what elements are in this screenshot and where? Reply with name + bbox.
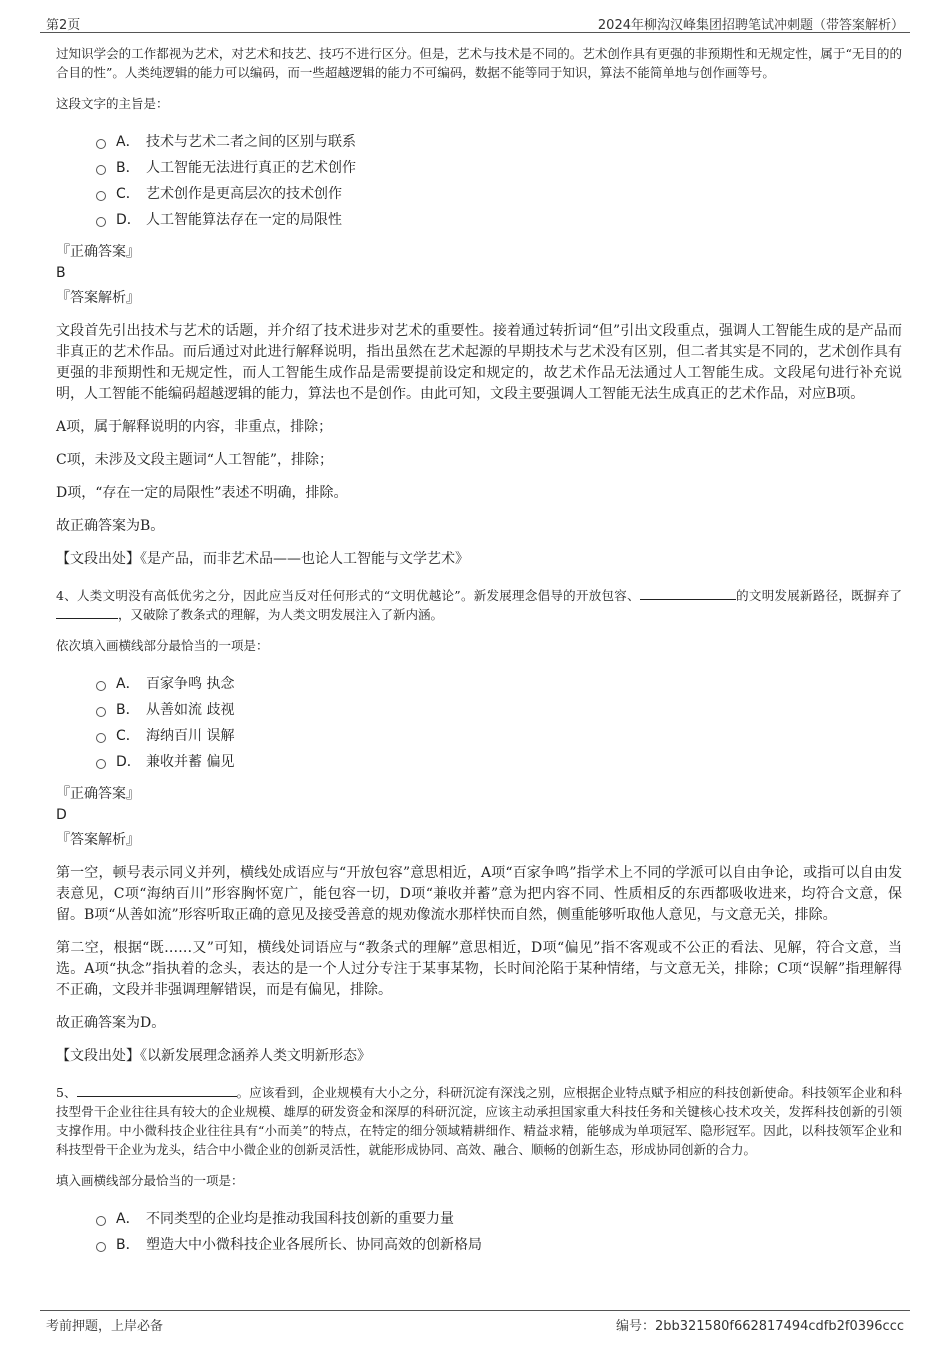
- q3-analysis-c: C项，未涉及文段主题词“人工智能”，排除；: [56, 452, 334, 468]
- q4-analysis-label: 『答案解析』: [56, 832, 140, 848]
- q3-answer-label: 『正确答案』: [56, 244, 140, 260]
- radio-icon[interactable]: [96, 217, 106, 227]
- q4-stem: 4、人类文明没有高低优劣之分，因此应当反对任何形式的“文明优越论”。新发展理念倡导的开放包容、 的文明发展新路径，既摒弃了，又破除了教条式的理解，为人类文明发展注入了新内涵。: [56, 588, 902, 622]
- q3-analysis-a: A项，属于解释说明的内容，非重点，排除；: [56, 419, 333, 435]
- q4-conclusion: 故正确答案为D。: [56, 1015, 166, 1031]
- q4-answer-label: 『正确答案』: [56, 786, 140, 802]
- q3-analysis-main: 文段首先引出技术与艺术的话题，并介绍了技术进步对艺术的重要性。接着通过转折词“但”引出文段重点，强调人工智能生成的是产品而非真正的艺术作品。而后通过对此进行解释说明，指出虽然在艺术起源的早期技术与艺术没有区别，但二者其实是不同的，艺术创作具有更强的非预期性和无规定性，而人工智能生成作品是需要提前设定和规定的，故艺术作品无法通过人工智能生成。文段尾句进行补充说明，人工智能不能编码超越逻辑的能力，算法也不是创作。由此可知，文段主要强调人工智能无法生成真正的艺术作品，对应B项。: [56, 323, 902, 402]
- q3-option-a[interactable]: A． 技术与艺术二者之间的区别与联系: [96, 129, 902, 155]
- q4-options: [96, 671, 902, 775]
- q4-analysis-blank1: 第一空，顿号表示同义并列，横线处成语应与“开放包容”意思相近，A项“百家争鸣”指学术上不同的学派可以自由争论，或指可以自由发表意见，C项“海纳百川”形容胸怀宽广，能包容一切，D项“兼收并蓄”意为把内容不同、性质相反的东西都吸收进来，均符合文意，保留。B项“从善如流”形容听取正确的意见及接受善意的规劝像流水那样快而自然，侧重能够听取他人意见，与文意无关，排除。: [56, 865, 902, 923]
- q4-source: 【文段出处】《以新发展理念涵养人类文明新形态》: [56, 1048, 371, 1064]
- q3-source: 【文段出处】《是产品，而非艺术品——也论人工智能与文学艺术》: [56, 551, 469, 567]
- page-header: [40, 12, 910, 33]
- page-content: [56, 44, 902, 1266]
- page-footer: [40, 1310, 910, 1335]
- radio-icon[interactable]: [96, 733, 106, 743]
- q3-answer: B: [56, 265, 66, 281]
- q4-analysis-blank2: 第二空，根据“既……又”可知，横线处词语应与“教条式的理解”意思相近，D项“偏见”指不客观或不公正的看法、见解，符合文意，当选。A项“执念”指执着的念头，表达的是一个人过分专注于某事某物，长时间沦陷于某种情绪，与文意无关，排除；C项“误解”指理解得不正确，文段并非强调理解错误，而是有偏见，排除。: [56, 940, 902, 998]
- radio-icon[interactable]: [96, 759, 106, 769]
- q4-answer: D: [56, 807, 67, 823]
- radio-icon[interactable]: [96, 1216, 106, 1226]
- q3-option-c[interactable]: C． 艺术创作是更高层次的技术创作: [96, 181, 902, 207]
- q3-analysis-d: D项，“存在一定的局限性”表述不明确，排除。: [56, 485, 348, 501]
- radio-icon[interactable]: [96, 165, 106, 175]
- q4-prompt: 依次填入画横线部分最恰当的一项是：: [56, 638, 269, 653]
- radio-icon[interactable]: [96, 681, 106, 691]
- footer-slogan: 考前押题，上岸必备: [46, 1319, 164, 1334]
- q3-passage-tail: 过知识学会的工作都视为艺术，对艺术和技艺、技巧不进行区分。但是，艺术与技术是不同的。艺术创作具有更强的非预期性和无规定性，属于“无目的的合目的性”。人类纯逻辑的能力可以编码，而一些超越逻辑的能力不可编码，数据不能等同于知识，算法不能简单地与创作画等号。: [56, 46, 902, 80]
- q4-option-c[interactable]: C． 海纳百川 误解: [96, 723, 902, 749]
- q5-options: [96, 1206, 902, 1258]
- q5-blank: [77, 1084, 237, 1097]
- document-id: 编号：2bb321580f662817494cdfb2f0396ccc: [615, 1319, 904, 1334]
- page-number: 第2页: [46, 18, 81, 33]
- radio-icon[interactable]: [96, 707, 106, 717]
- q3-analysis-label: 『答案解析』: [56, 290, 140, 306]
- q3-prompt: 这段文字的主旨是：: [56, 96, 169, 111]
- q4-option-d[interactable]: D． 兼收并蓄 偏见: [96, 749, 902, 775]
- radio-icon[interactable]: [96, 1242, 106, 1252]
- q5-prompt: 填入画横线部分最恰当的一项是：: [56, 1173, 244, 1188]
- q3-option-d[interactable]: D． 人工智能算法存在一定的局限性: [96, 207, 902, 233]
- q4-option-b[interactable]: B． 从善如流 歧视: [96, 697, 902, 723]
- q4-option-a[interactable]: A． 百家争鸣 执念: [96, 671, 902, 697]
- q3-conclusion: 故正确答案为B。: [56, 518, 165, 534]
- q3-options: [96, 129, 902, 233]
- radio-icon[interactable]: [96, 191, 106, 201]
- radio-icon[interactable]: [96, 139, 106, 149]
- document-title: 2024年柳沟汉峰集团招聘笔试冲刺题（带答案解析）: [597, 18, 904, 33]
- q5-stem: 5、 。应该看到，企业规模有大小之分，科研沉淀有深浅之别，应根据企业特点赋予相应的科技创新使命。科技领军企业和科技型骨干企业往往具有较大的企业规模、雄厚的研发资金和深厚的科研沉淀，应该主动承担国家重大科技任务和关键核心技术攻关，发挥科技创新的引领支撑作用。中小微科技企业往往具有“小而美”的特点，在特定的细分领域精耕细作、精益求精，能够成为单项冠军、隐形冠军。因此，以科技领军企业和科技型骨干企业为龙头，结合中小微企业的创新灵活性，就能形成协同、高效、融合、顺畅的创新生态，形成协同创新的合力。: [56, 1085, 903, 1157]
- q5-option-a[interactable]: A． 不同类型的企业均是推动我国科技创新的重要力量: [96, 1206, 902, 1232]
- q4-blank-2: [56, 606, 118, 619]
- q4-blank-1: [640, 587, 736, 600]
- q3-option-b[interactable]: B． 人工智能无法进行真正的艺术创作: [96, 155, 902, 181]
- q5-option-b[interactable]: B． 塑造大中小微科技企业各展所长、协同高效的创新格局: [96, 1232, 902, 1258]
